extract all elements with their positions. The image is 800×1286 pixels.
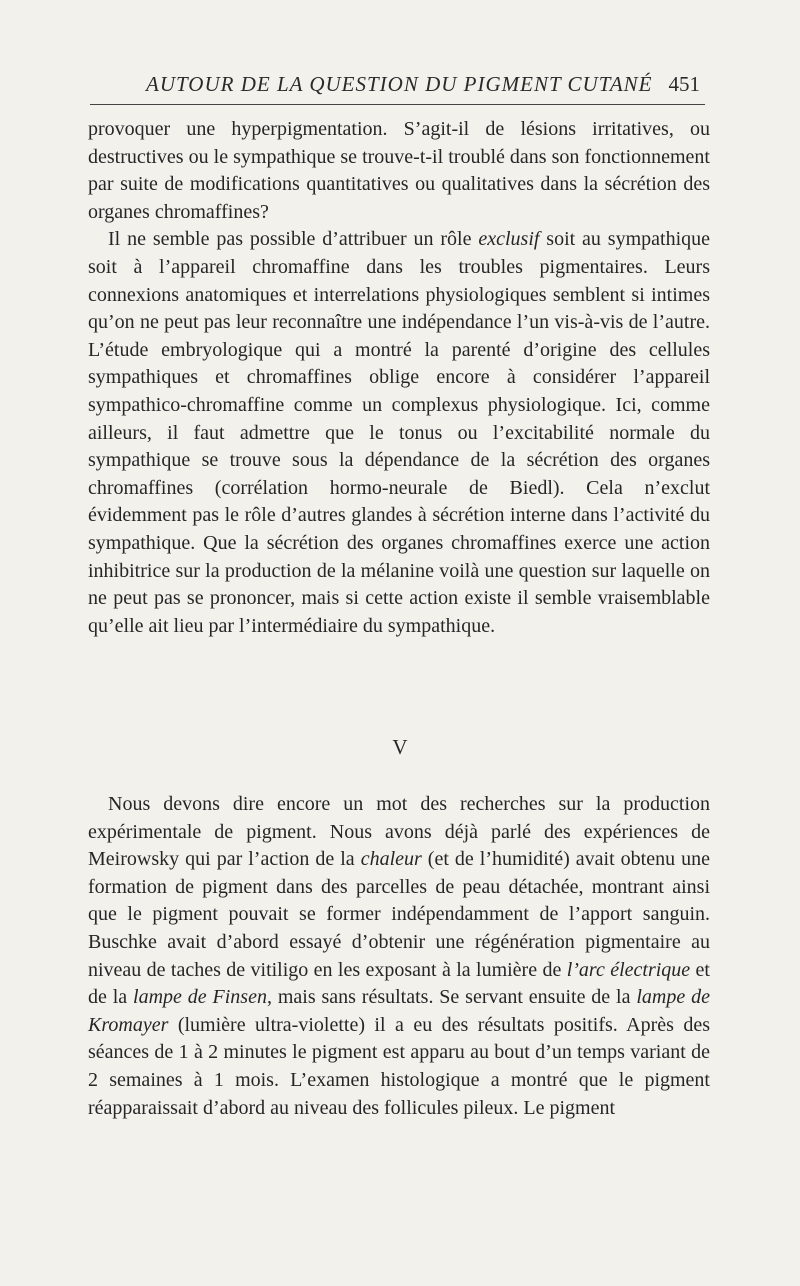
text-block-upper	[88, 116, 710, 640]
header-rule	[90, 104, 705, 106]
paragraph-2-text-2: soit au sympathique soit à l’appareil chromaffine dans les troubles pigmentaires. Leurs connexions anatomiques et interrelations physiologiques semblent si intimes qu’on ne peut pas leur reconnaître une indépendance l’un vis-à-vis de l’autre. L’étude embryologique qui a montré la parenté d’origine des cellules sympathiques et chromaffines oblige encore à considérer l’appareil sympathico-chromaffine comme un complexus physiologique. Ici, comme ailleurs, il faut admettre que le tonus ou l’excitabilité normale du sympathique se trouve sous la dépendance de la sécrétion des organes chromaffines (corrélation hormo-neurale de Biedl). Cela n’exclut évidemment pas le rôle d’autres glandes à sécrétion interne dans l’activité du sympathique. Que la sécrétion des organes chromaffines exerce une action inhibitrice sur la production de la mélanine voilà une question sur laquelle on ne peut pas se prononcer, mais si cette action existe il semble vraisemblable qu’elle ait lieu par l’intermédiaire du sympathique.	[88, 228, 710, 637]
paragraph-3-emphasis-arc-electrique: l’arc électrique	[566, 958, 691, 981]
running-header	[90, 70, 700, 100]
paragraph-2-text-1: Il ne semble pas possible d’attribuer un rôle	[108, 228, 479, 251]
paragraph-3-emphasis-lampe-kromayer: lampe de Kromayer	[88, 986, 710, 1036]
page-number: 451	[668, 72, 700, 96]
section-heading: V	[392, 735, 408, 759]
paragraph-2-emphasis-exclusif: exclusif	[478, 228, 540, 251]
running-title: AUTOUR DE LA QUESTION DU PIGMENT CUTANÉ	[146, 72, 653, 96]
paragraph-3-text-5: (lumière ultra-violette) il a eu des résultats positifs. Après des séances de 1 à 2 minutes le pigment est apparu au bout d’un temps variant de 2 semaines à 1 mois. L’examen histologique a montré que le pigment réapparaissait d’abord au niveau des follicules pileux. Le pigment	[88, 1013, 710, 1119]
text-block-lower	[88, 791, 710, 1122]
paragraph-3-text-4: , mais sans résultats. Se servant ensuite de la	[266, 986, 637, 1009]
paragraph-3-emphasis-lampe-finsen: lampe de Finsen	[133, 986, 267, 1009]
paragraph-3	[88, 791, 710, 1122]
paragraph-3-text-3: et de la	[88, 958, 710, 1009]
paragraph-3-emphasis-chaleur: chaleur	[360, 848, 422, 871]
paragraph-3-text-2: (et de l’humidité) avait obtenu une formation de pigment dans des parcelles de peau détachée, montrant ainsi que le pigment pouvait se former indépendamment de l’apport sanguin. Buschke avait d’abord essayé d’obtenir une régénération pigmentaire au niveau de taches de vitiligo en les exposant à la lumière de	[88, 848, 710, 981]
paragraph-3-text-1: Nous devons dire encore un mot des recherches sur la production expérimentale de pigment. Nous avons déjà parlé des expériences de Meirowsky qui par l’action de la	[88, 793, 710, 871]
paragraph-2	[88, 226, 710, 640]
paragraph-1: provoquer une hyperpigmentation. S’agit-il de lésions irritatives, ou destructives ou le sympathique se trouve-t-il troublé dans son fonctionnement par suite de modifications quantitatives ou qualitatives dans la sécrétion des organes chromaffines?	[88, 118, 710, 223]
